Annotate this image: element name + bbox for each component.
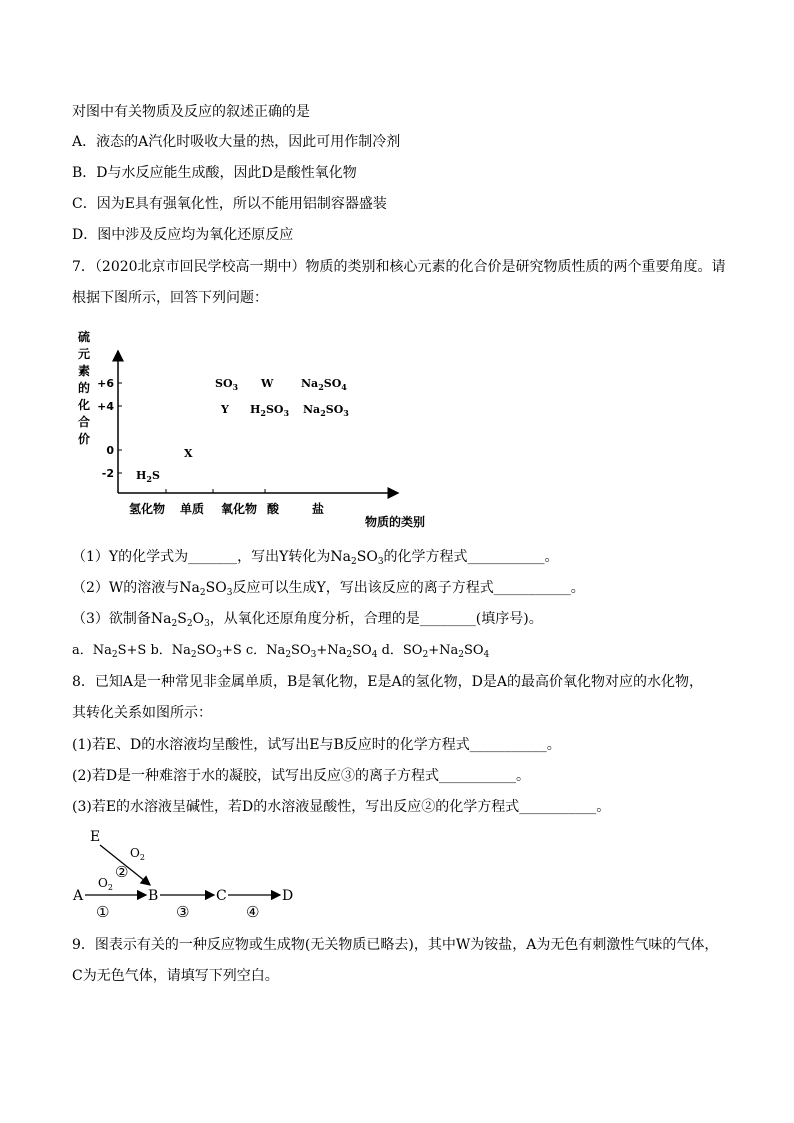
y-label-char: 素: [77, 364, 91, 378]
q6-option-c: C．因为E具有强氧化性，所以不能用铝制容器盛装: [72, 196, 387, 212]
point-h2s: $H_2S$: [136, 469, 160, 484]
reaction-diagram: [70, 825, 310, 925]
y-label-char: 价: [77, 432, 91, 446]
o2-label-bottom: $O_2$: [98, 876, 113, 892]
step-1-label: ①: [96, 903, 110, 921]
q7-sub2: （2）W的溶液与$Na_2SO_3$反应可以生成Y，写出该反应的离子方程式___________。: [72, 580, 585, 598]
y-tick-label: -2: [101, 467, 114, 480]
point-so3: $SO_3$: [215, 377, 239, 392]
x-category-label: 氢化物: [128, 502, 166, 516]
y-label-char: 的: [77, 381, 91, 395]
sulfur-valence-chart: [70, 325, 430, 535]
node-e: E: [90, 829, 101, 845]
q6-stem: 对图中有关物质及反应的叙述正确的是: [72, 104, 310, 120]
x-category-label: 氧化物: [220, 502, 258, 516]
x-category-label: 酸: [266, 502, 280, 516]
q9-stem-line2: C为无色气体，请填写下列空白。: [72, 968, 279, 984]
y-tick-label: +6: [97, 377, 114, 390]
q8-sub3: (3)若E的水溶液呈碱性，若D的水溶液显酸性，写出反应②的化学方程式___________。: [72, 799, 611, 815]
q8-sub2: (2)若D是一种难溶于水的凝胶，试写出反应③的离子方程式___________。: [72, 768, 531, 784]
q7-sub3: （3）欲制备$Na_2S_2O_3$，从氧化还原角度分析，合理的是________(填序号)。: [72, 611, 543, 629]
node-b: B: [148, 888, 159, 904]
q7-stem-line2: 根据下图所示，回答下列问题：: [72, 290, 268, 306]
q6-option-d: D．图中涉及反应均为氧化还原反应: [72, 227, 294, 243]
q6-option-a: A．液态的A汽化时吸收大量的热，因此可用作制冷剂: [72, 134, 401, 150]
q7-sub1: （1）Y的化学式为_______，写出Y转化为$Na_2SO_3$的化学方程式___________。: [72, 549, 559, 567]
q8-stem-line1: 8．已知A是一种常见非金属单质，B是氧化物，E是A的氢化物，D是A的最高价氧化物对应的水化物，: [72, 674, 703, 690]
point-na2so3: $Na_2SO_3$: [303, 403, 349, 418]
y-label-char: 硫: [77, 330, 91, 344]
step-2-label: ②: [115, 863, 129, 881]
q7-options-line: a．$Na_2S+S$ b．$Na_2SO_3+S$ c．$Na_2SO_3+Na_2SO_4$ d．$SO_2+Na_2SO_4$: [72, 643, 490, 660]
point-w: W: [261, 377, 274, 390]
q8-stem-line2: 其转化关系如图所示：: [72, 705, 212, 721]
step-3-label: ③: [176, 903, 190, 921]
q6-option-b: B．D与水反应能生成酸，因此D是酸性氧化物: [72, 165, 357, 181]
x-axis-title: 物质的类别: [364, 515, 426, 529]
point-h2so3: $H_2SO_3$: [250, 403, 290, 418]
y-tick-label: 0: [106, 444, 114, 457]
y-label-char: 化: [77, 398, 91, 412]
point-x: X: [184, 447, 193, 460]
o2-label-top: $O_2$: [130, 846, 145, 862]
q7-stem-line1: 7．（2020北京市回民学校高一期中）物质的类别和核心元素的化合价是研究物质性质的两个重要角度。请: [72, 259, 726, 275]
node-a: A: [73, 888, 84, 904]
y-label-char: 合: [77, 415, 91, 429]
x-category-label: 单质: [179, 502, 205, 516]
q9-stem-line1: 9．图表示有关的一种反应物或生成物(无关物质已略去)，其中W为铵盐，A为无色有刺激性气味的气体，: [72, 937, 719, 953]
node-c: C: [216, 888, 227, 904]
point-y: Y: [221, 403, 229, 416]
node-d: D: [282, 888, 294, 904]
point-na2so4: $Na_2SO_4$: [301, 377, 347, 392]
step-4-label: ④: [246, 903, 260, 921]
q8-sub1: (1)若E、D的水溶液均呈酸性，试写出E与B反应时的化学方程式___________。: [72, 737, 561, 753]
x-category-label: 盐: [311, 502, 325, 516]
y-label-char: 元: [77, 347, 91, 361]
y-tick-label: +4: [97, 400, 114, 413]
